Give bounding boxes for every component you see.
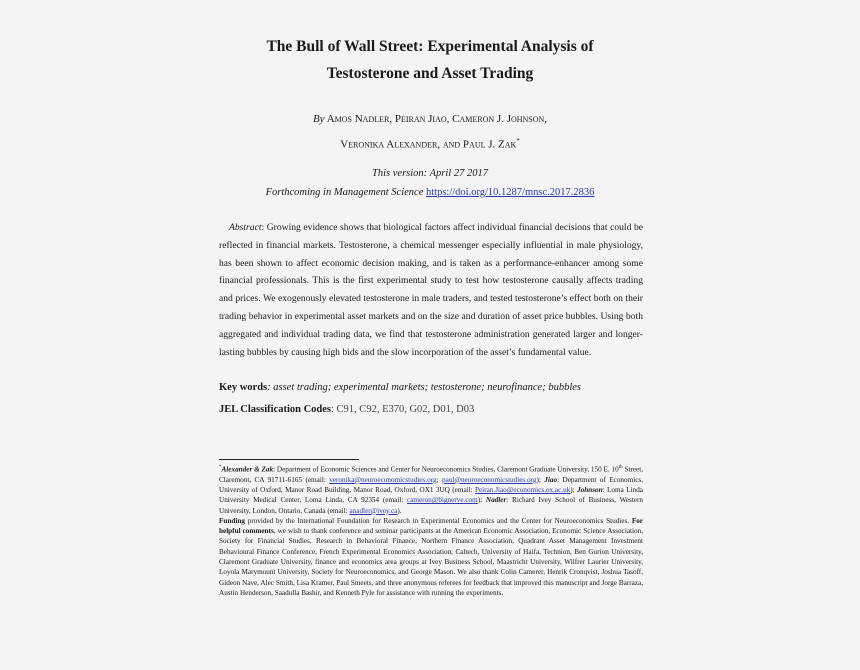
footnote-funding: Funding provided by the International Foundation for Research in Experimental Economics and the Center for Neuroeconomics Studies. For helpful comments, we wish to thank conference and seminar participants at the American Economic Association, Economic Science Association, Society for Financial Studies, Research in Behavioral Finance, Northern Finance Association, Quadrant Asset Management Investment Behavioural Finance Conference, French Experimental Economics Association, Caltech, University of Haifa, Technion, Ben Gurion University, Claremont Graduate University, finance and economics area groups at Ivey Business School, Maastricht University, Wilfrer Laurier University, Loyola Marymount University, Society for Neuroeconomics, and George Mason. We also thank Colin Camerer, Henrik Cronqvist, Joshua Tasoff, Gideon Nave, Alec Smith, Lisa Kramer, Paul Smeets, and three anonymous referees for feedback that improved this manuscript and Jorge Barraza, Austin Henderson, Saadulla Bashir, and Kenneth Pyle for assistance with running the experiments. — [219, 516, 643, 597]
email-link[interactable]: anadler@ivey.ca — [349, 506, 398, 515]
authors-line2 — [0, 130, 860, 156]
email-link[interactable]: cameron@bignerve.com — [407, 496, 478, 505]
keywords — [219, 379, 643, 397]
footnote-mark: * — [219, 465, 222, 470]
jel-codes — [219, 401, 643, 419]
paper-title-line1: The Bull of Wall Street: Experimental Analysis of — [266, 38, 594, 55]
by-label: By — [312, 113, 325, 125]
helpful-label: For helpful comments — [219, 516, 643, 536]
footnote-names3: Johnson — [577, 485, 603, 494]
forthcoming-line — [0, 184, 860, 202]
footnote-names1: Alexander & Zak — [221, 465, 274, 474]
email-link[interactable]: Peiran.Jiao@economics.ox.ac.uk — [475, 485, 571, 494]
authors-line1 — [0, 108, 860, 130]
email-link[interactable]: paul@neuroeconomicstudies.org — [441, 475, 537, 484]
authors-names1: Amos Nadler, Peiran Jiao, Cameron J. Johnson, — [326, 113, 548, 125]
abstract-label: Abstract — [229, 222, 262, 233]
paper-title-line2: Testosterone and Asset Trading — [326, 65, 534, 82]
funding-label: Funding — [219, 516, 245, 525]
footnote-names2: Jiao — [544, 475, 558, 484]
email-link[interactable]: veronika@neuroeconomicstudies.org — [329, 475, 437, 484]
footnote-names4: Nadler — [485, 496, 507, 505]
jel-text: : C91, C92, E370, G02, D01, D03 — [331, 404, 475, 415]
forthcoming-label: Forthcoming in Management Science — [265, 187, 424, 198]
keywords-text: : asset trading; experimental markets; testosterone; neurofinance; bubbles — [267, 382, 581, 393]
keywords-label: Key words — [219, 382, 268, 393]
footnote-affiliations: *Alexander & Zak: Department of Economic Sciences and Center for Neuroeconomics Studies, Claremont Graduate University, 150 E. 10th Street, Claremont, CA 91711-6165 (email: veronika@neuroeconomicstudies.org; paul@neuroeconomicstudies.org); Jiao: Department of Economics, University of Oxford, Manor Road Building, Manor Road, Oxford, OX1 3UQ (email: Peiran.Jiao@economics.ox.ac.uk); Johnson: Loma Linda University Medical Center, Loma Linda, CA 92354 (email: cameron@bignerve.com); Nadler: Richard Ivey School of Business, Western University, London, Ontario, Canada (email: anadler@ivey.ca). — [219, 465, 644, 515]
abstract — [219, 219, 643, 361]
doi-link[interactable]: https://doi.org/10.1287/mnsc.2017.2836 — [425, 187, 595, 198]
author-footnote-mark: * — [516, 137, 520, 145]
footnotes — [219, 463, 643, 598]
authors-names2: Veronika Alexander, and Paul J. Zak — [340, 138, 517, 151]
abstract-text: : Growing evidence shows that biological factors affect individual financial decisions that could be reflected in financial markets. Testosterone, a chemical messenger especially influential in male physiology, has been shown to affect economic decision making, and is taken as a performance-enhancer among some financial professionals. This is the first experimental study to test how testosterone causally affects trading and prices. We exogenously elevated testosterone in male traders, and tested testosterone’s effect both on their trading behavior in experimental asset markets and on the size and duration of asset price bubbles. Using both aggregated and individual trading data, we find that testosterone administration generated larger and longer-lasting bubbles by causing high bids and the slow incorporation of the asset’s fundamental value. — [219, 222, 643, 358]
footnote-divider — [219, 459, 359, 460]
version-date: This version: April 27 2017 — [372, 168, 488, 179]
jel-label: JEL Classification Codes — [219, 404, 332, 415]
